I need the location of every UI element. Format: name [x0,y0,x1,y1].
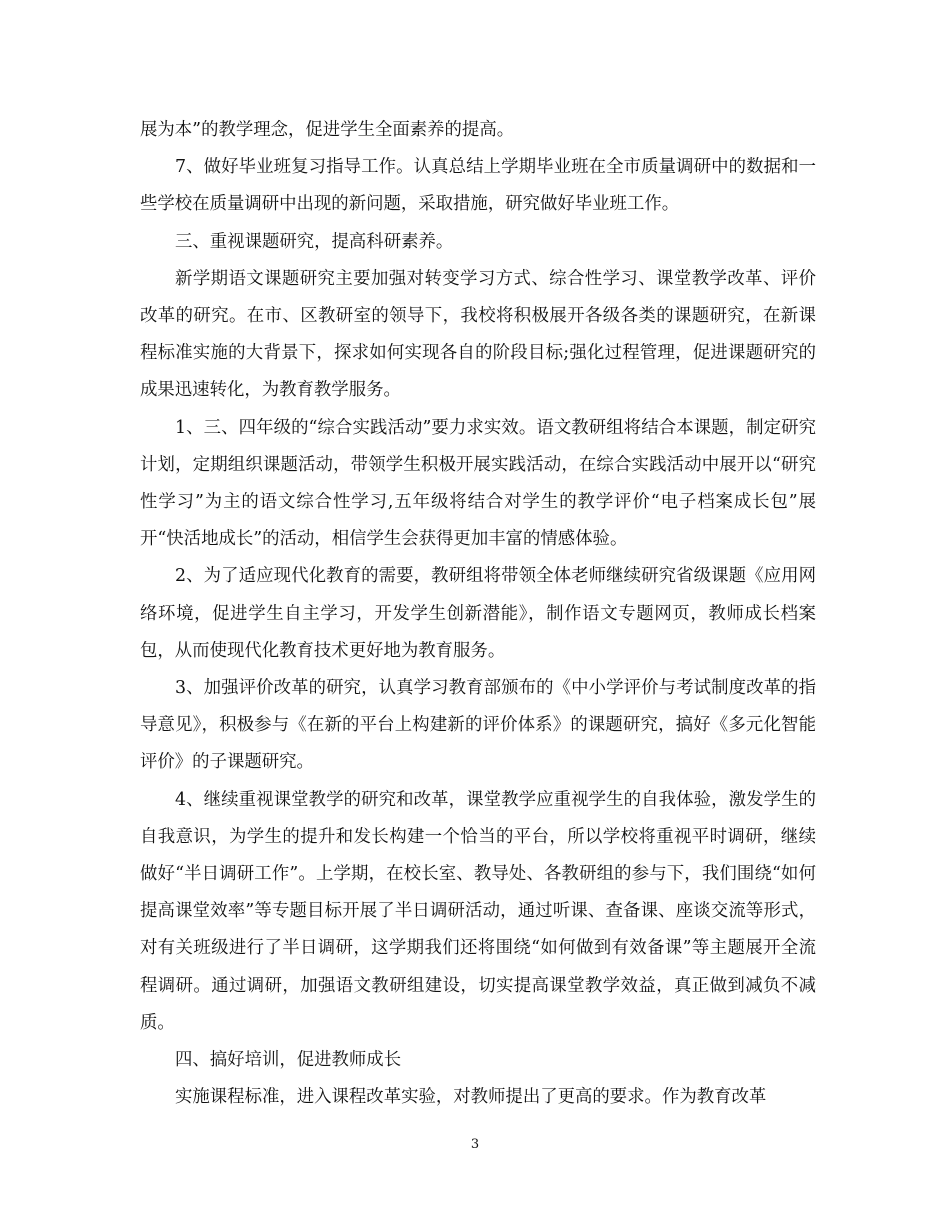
page-number: 3 [470,1137,480,1152]
paragraph-item-1: 1、三、四年级的“综合实践活动”要力求实效。语文教研组将结合本课题，制定研究计划，定期组织课题活动，带领学生积极开展实践活动，在综合实践活动中展开以“研究性学习”为主的语文综合性学习,五年级将结合对学生的教学评价“电子档案成长包”展开“快活地成长”的活动，相信学生会获得更加丰富的情感体验。 [140,417,816,550]
page-body [140,112,816,1116]
paragraph-research-intro: 新学期语文课题研究主要加强对转变学习方式、综合性学习、课堂教学改革、评价改革的研究。在市、区教研室的领导下，我校将积极展开各级各类的课题研究，在新课程标准实施的大背景下，探求如何实现各自的阶段目标;强化过程管理，促进课题研究的成果迅速转化，为教育教学服务。 [140,268,816,401]
paragraph-item-3: 3、加强评价改革的研究，认真学习教育部颁布的《中小学评价与考试制度改革的指导意见》，积极参与《在新的平台上构建新的评价体系》的课题研究，搞好《多元化智能评价》的子课题研究。 [140,678,816,773]
paragraph-training-intro: 实施课程标准，进入课程改革实验，对教师提出了更高的要求。作为教育改革 [175,1087,767,1108]
paragraph-item-2: 2、为了适应现代化教育的需要，教研组将带领全体老师继续研究省级课题《应用网络环境，促进学生自主学习，开发学生创新潜能》，制作语文专题网页，教师成长档案包，从而使现代化教育技术更好地为教育服务。 [140,566,816,661]
section-heading-4: 四、搞好培训，促进教师成长 [175,1050,402,1071]
paragraph-continuation: 展为本”的教学理念，促进学生全面素养的提高。 [140,120,515,140]
paragraph-item-4: 4、继续重视课堂教学的研究和改革，课堂教学应重视学生的自我体验，激发学生的自我意识，为学生的提升和发长构建一个恰当的平台，所以学校将重视平时调研，继续做好“半日调研工作”。上学期，在校长室、教导处、各教研组的参与下，我们围绕“如何提高课堂效率”等专题目标开展了半日调研活动，通过听课、查备课、座谈交流等形式，对有关班级进行了半日调研，这学期我们还将围绕“如何做到有效备课”等主题展开全流程调研。通过调研，加强语文教研组建设，切实提高课堂教学效益，真正做到减负不减质。 [140,789,816,1033]
section-heading-3: 三、重视课题研究，提高科研素养。 [175,231,454,252]
paragraph-item-7: 7、做好毕业班复习指导工作。认真总结上学期毕业班在全市质量调研中的数据和一些学校在质量调研中出现的新问题，采取措施，研究做好毕业班工作。 [140,157,816,215]
